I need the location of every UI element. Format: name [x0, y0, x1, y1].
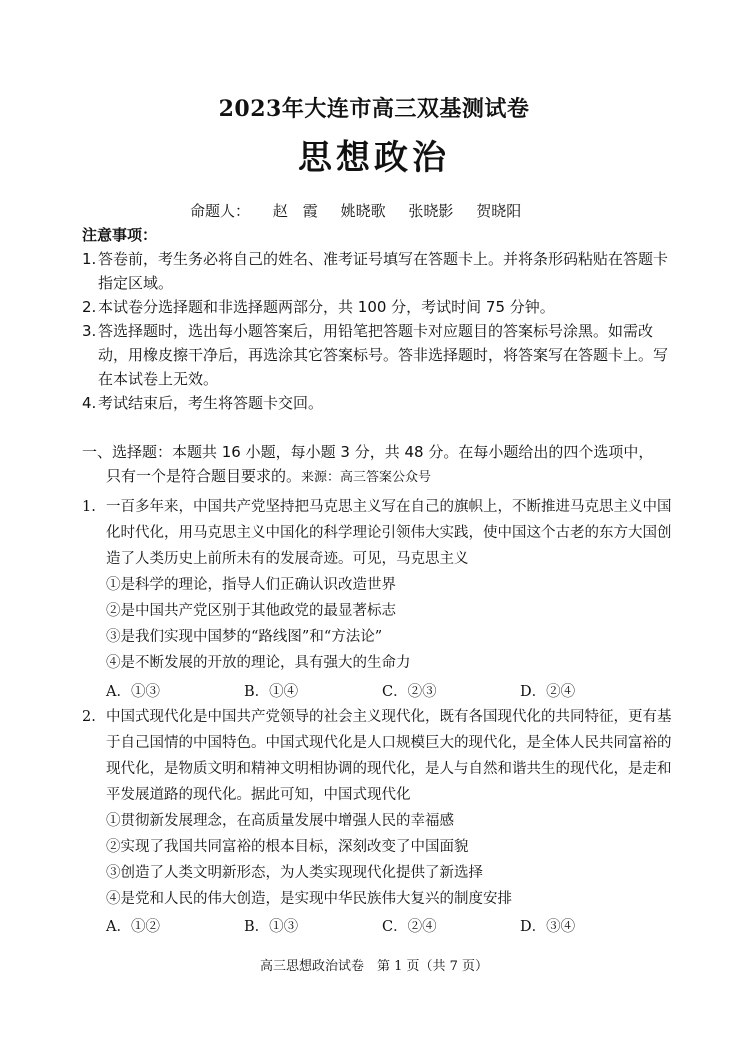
- notice-item-number: 4.: [82, 394, 97, 412]
- section-line-2-text: 只有一个是符合题目要求的。: [106, 467, 302, 485]
- choice-c: C．②③: [382, 684, 437, 700]
- notice-item-text: 答选择题时，选出每小题答案后，用铅笔把答题卡对应题目的答案标号涂黑。如需改动，用橡皮擦干净后，再选涂其它答案标号。答非选择题时，将答案写在答题卡上。写在本试卷上无效。: [98, 322, 669, 388]
- notice-item-text: 考试结束后，考生将答题卡交回。: [98, 394, 324, 412]
- authors-line: [190, 200, 539, 221]
- notice-item-number: 3.: [82, 322, 97, 340]
- choice-b: B．①③: [244, 919, 299, 935]
- notice-item: [82, 247, 682, 295]
- notice-item-number: 1.: [82, 250, 97, 268]
- choice-d: D．②④: [520, 684, 576, 700]
- subject-title: 思想政治: [298, 138, 450, 178]
- question-option: ①是科学的理论，指导人们正确认识改造世界: [106, 577, 396, 593]
- question-option: ②实现了我国共同富裕的根本目标，深刻改变了中国面貌: [106, 839, 469, 855]
- notice-item-number: 2.: [82, 298, 97, 316]
- question-number: 2.: [82, 709, 96, 725]
- choice-a: A．①②: [106, 919, 160, 935]
- question-option: ③创造了人类文明新形态，为人类实现现代化提供了新选择: [106, 865, 483, 881]
- question-2: [82, 704, 682, 808]
- author-name: 张晓影: [408, 202, 454, 220]
- author-name: 姚晓歌: [340, 202, 386, 220]
- notice-item: [82, 295, 682, 319]
- page-footer: 高三思想政治试卷 第 1 页（共 7 页）: [259, 959, 489, 974]
- question-stem: 中国式现代化是中国共产党领导的社会主义现代化，既有各国现代化的共同特征，更有基于自己国情的中国特色。中国式现代化是人口规模巨大的现代化，是全体人民共同富裕的现代化，是物质文明和精神文明相协调的现代化，是人与自然和谐共生的现代化，是走和平发展道路的现代化。据此可知，中国式现代化: [106, 709, 672, 803]
- source-note: 来源：高三答案公众号: [301, 470, 432, 485]
- notice-item: [82, 391, 682, 415]
- notice-item-text: 本试卷分选择题和非选择题两部分，共 100 分，考试时间 75 分钟。: [98, 298, 555, 316]
- question-number: 1.: [82, 499, 96, 515]
- question-stem: 一百多年来，中国共产党坚持把马克思主义写在自己的旗帜上，不断推进马克思主义中国化时代化，用马克思主义中国化的科学理论引领伟大实践，使中国这个古老的东方大国创造了人类历史上前所未有的发展奇迹。可见，马克思主义: [106, 499, 672, 567]
- question-1: [82, 494, 682, 572]
- notice-item: [82, 319, 682, 391]
- author-name: 赵 霞: [272, 202, 318, 220]
- choice-c: C．②④: [382, 919, 437, 935]
- question-option: ④是不断发展的开放的理论，具有强大的生命力: [106, 655, 411, 671]
- question-option: ①贯彻新发展理念，在高质量发展中增强人民的幸福感: [106, 813, 454, 829]
- notice-item-text: 答卷前，考生务必将自己的姓名、准考证号填写在答题卡上。并将条形码粘贴在答题卡指定区域。: [98, 250, 669, 292]
- choice-a: A．①③: [106, 684, 160, 700]
- author-label: 命题人：: [190, 202, 251, 220]
- author-name: 贺晓阳: [476, 202, 522, 220]
- choice-b: B．①④: [244, 684, 299, 700]
- question-option: ③是我们实现中国梦的“路线图”和“方法论”: [106, 629, 383, 645]
- section-line-2: [82, 464, 682, 490]
- section-line-1: 一、选择题：本题共 16 小题，每小题 3 分，共 48 分。在每小题给出的四个选项中，: [82, 443, 654, 461]
- question-option: ②是中国共产党区别于其他政党的最显著标志: [106, 603, 396, 619]
- exam-title: 2023年大连市高三双基测试卷: [218, 96, 530, 122]
- question-option: ④是党和人民的伟大创造，是实现中华民族伟大复兴的制度安排: [106, 891, 512, 907]
- choice-d: D．③④: [520, 919, 576, 935]
- section-heading: [82, 440, 682, 490]
- notice-title: 注意事项：: [82, 226, 158, 244]
